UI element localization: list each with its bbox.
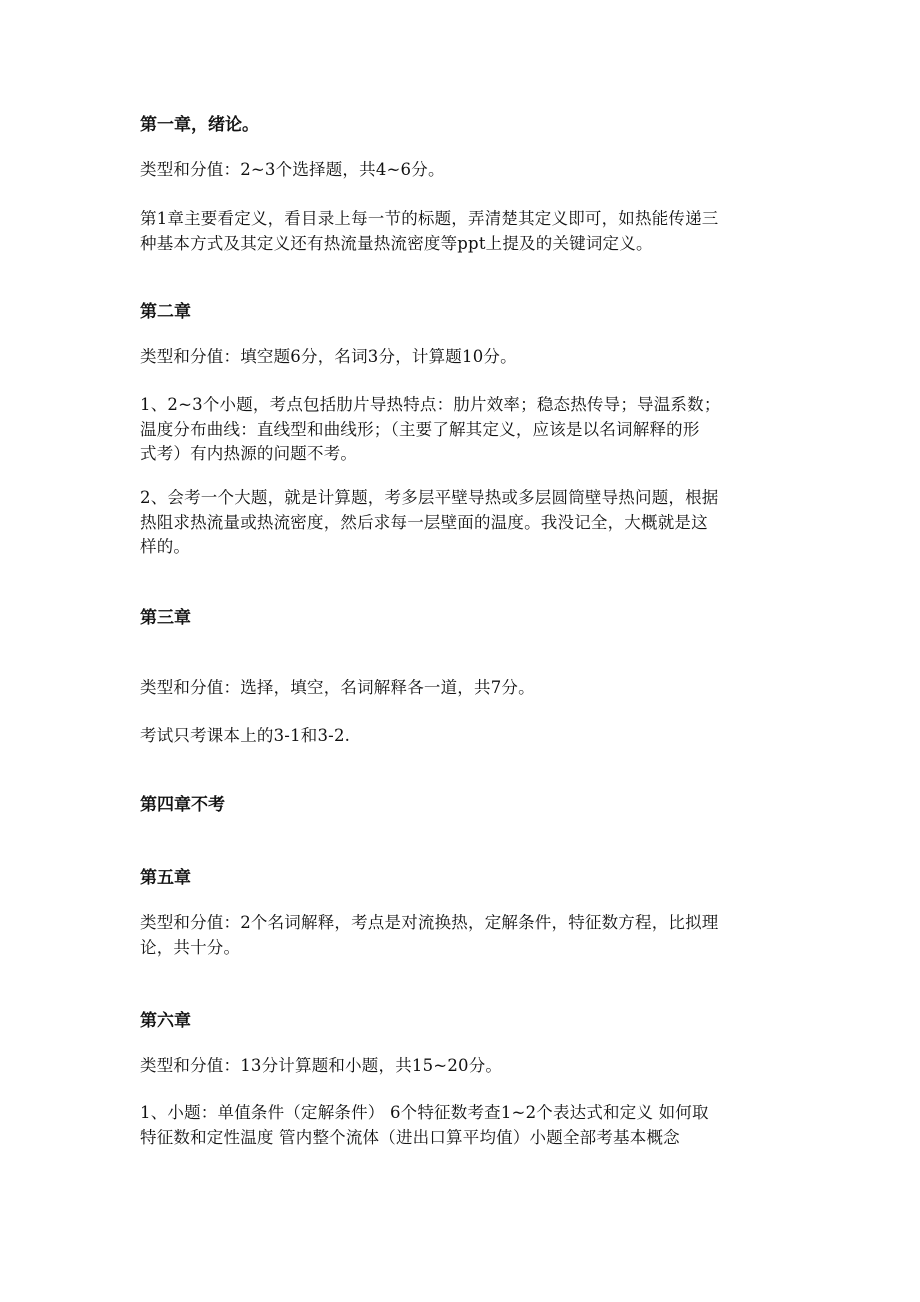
chapter-6-type-score-line: 类型和分值：13分计算题和小题，共15~20分。	[140, 1056, 503, 1075]
chapter-6-heading: 第六章	[140, 1011, 191, 1031]
chapter-2-item-1-line-2: 温度分布曲线：直线型和曲线形；（主要了解其定义，应该是以名词解释的形	[140, 419, 700, 439]
chapter-2-heading: 第二章	[140, 302, 191, 322]
chapter-1-description-line-1: 第1章主要看定义，看目录上每一节的标题，弄清楚其定义即可，如热能传递三	[140, 209, 719, 228]
chapter-2-item-2-line-2: 热阻求热流量或热流密度，然后求每一层壁面的温度。我没记全，大概就是这	[140, 512, 708, 532]
chapter-3-type-score-line: 类型和分值：选择，填空，名词解释各一道，共7分。	[140, 678, 535, 697]
chapter-3-heading: 第三章	[140, 608, 191, 628]
chapter-2-type-score-line: 类型和分值：填空题6分，名词3分，计算题10分。	[140, 347, 517, 366]
chapter-2-item-1-line-3: 式考）有内热源的问题不考。	[140, 444, 358, 463]
chapter-6-item-1-line-1: 1、小题：单值条件（定解条件） 6个特征数考查1~2个表达式和定义 如何取	[140, 1103, 709, 1122]
chapter-3-note-line: 考试只考课本上的3-1和3-2.	[140, 726, 351, 745]
chapter-1-heading: 第一章，绪论。	[140, 115, 259, 135]
chapter-5-type-score-line-1: 类型和分值：2个名词解释，考点是对流换热，定解条件，特征数方程，比拟理	[140, 913, 719, 932]
chapter-3-type-score	[140, 676, 785, 701]
chapter-2-type-score	[140, 345, 785, 370]
chapter-4-heading: 第四章不考	[140, 795, 225, 815]
chapter-1-type-score	[140, 158, 785, 183]
chapter-2-item-2	[140, 486, 785, 560]
chapter-2-item-2-line-1: 2、会考一个大题，就是计算题，考多层平壁导热或多层圆筒壁导热问题，根据	[140, 488, 719, 507]
chapter-2-item-1-line-1: 1、2~3个小题，考点包括肋片导热特点：肋片效率；稳态热传导；导温系数；	[140, 395, 721, 414]
chapter-1-type-score-line: 类型和分值：2~3个选择题，共4~6分。	[140, 160, 445, 179]
chapter-1-description-line-2: 种基本方式及其定义还有热流量热流密度等ppt上提及的关键词定义。	[140, 233, 653, 253]
chapter-6-type-score	[140, 1054, 785, 1079]
chapter-2-item-2-line-3: 样的。	[140, 537, 191, 556]
chapter-5-heading: 第五章	[140, 868, 191, 888]
chapter-1-description	[140, 207, 785, 256]
chapter-6-item-1	[140, 1101, 785, 1150]
chapter-3-note	[140, 724, 785, 749]
chapter-5-type-score-line-2: 论，共十分。	[140, 937, 241, 957]
chapter-2-item-1	[140, 393, 785, 467]
chapter-5-type-score	[140, 911, 785, 960]
chapter-6-item-1-line-2: 特征数和定性温度 管内整个流体（进出口算平均值）小题全部考基本概念	[140, 1127, 680, 1147]
